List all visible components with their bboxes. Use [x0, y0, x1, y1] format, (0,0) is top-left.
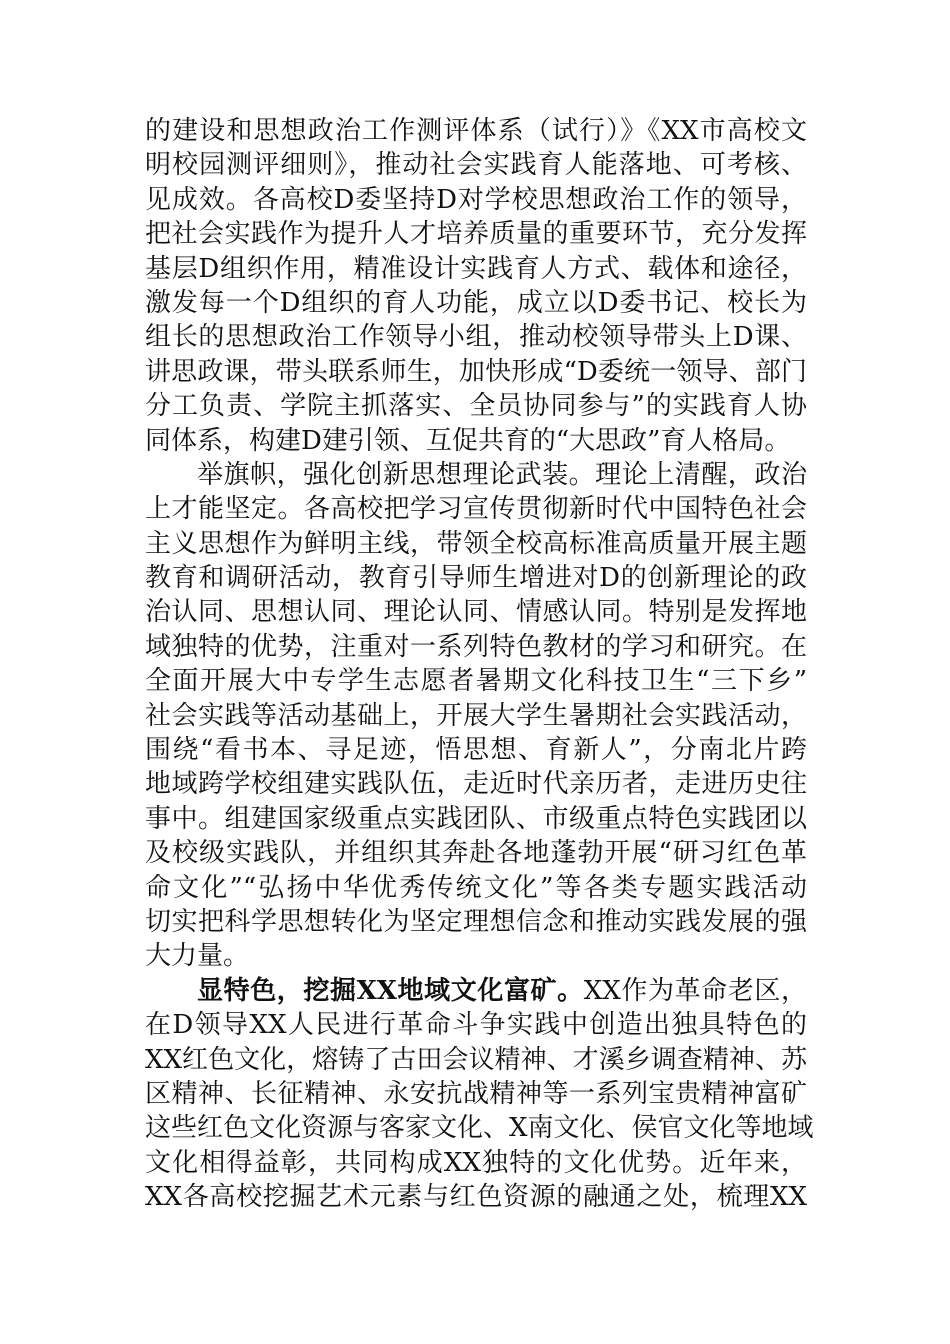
text-line: 见成效。各高校D委坚持D对学校思想政治工作的领导， — [145, 184, 807, 215]
paragraph-2 — [145, 458, 807, 974]
body-text — [145, 114, 814, 1215]
text-line: 及校级实践队，并组织其奔赴各地蓬勃开展“研习红色革 — [145, 838, 807, 869]
text-line: XX各高校挖掘艺术元素与红色资源的融通之处，梳理XX — [145, 1182, 807, 1213]
text-line: 讲思政课，带头联系师生，加快形成“D委统一领导、部门 — [145, 356, 807, 387]
text-line: 地域跨学校组建实践队伍，走近时代亲历者，走进历史往 — [145, 769, 807, 800]
text-line: 大力量。 — [145, 941, 250, 972]
text-line: 全面开展大中专学生志愿者暑期文化科技卫生“三下乡” — [145, 666, 807, 697]
text-line: 围绕“看书本、寻足迹，悟思想、育新人”，分南北片跨 — [145, 735, 807, 766]
text-line: 分工负责、学院主抓落实、全员协同参与”的实践育人协 — [145, 391, 807, 422]
text-line: 这些红色文化资源与客家文化、X南文化、侯官文化等地域 — [145, 1113, 814, 1144]
text-line: 明校园测评细则》，推动社会实践育人能落地、可考核、 — [145, 150, 807, 181]
text-line: 区精神、长征精神、永安抗战精神等一系列宝贵精神富矿 — [145, 1078, 807, 1109]
text-line: 基层D组织作用，精准设计实践育人方式、载体和途径， — [145, 253, 807, 284]
text-line: 组长的思想政治工作领导小组，推动校领导带头上D课、 — [145, 322, 807, 353]
text-line: 激发每一个D组织的育人功能，成立以D委书记、校长为 — [145, 287, 807, 318]
text-line — [145, 974, 807, 1008]
text-line: 举旗帜，强化创新思想理论武装。理论上清醒，政治 — [197, 459, 807, 490]
text-line: 事中。组建国家级重点实践团队、市级重点特色实践团以 — [145, 803, 807, 834]
text-line: 社会实践等活动基础上，开展大学生暑期社会实践活动， — [145, 700, 807, 731]
text-line: 同体系，构建D建引领、互促共育的“大思政”育人格局。 — [145, 425, 791, 456]
paragraph-3 — [145, 974, 814, 1215]
text-line: 主义思想作为鲜明主线，带领全校高标准高质量开展主题 — [145, 528, 807, 559]
text-line: 上才能坚定。各高校把学习宣传贯彻新时代中国特色社会 — [145, 494, 807, 525]
text-line: 教育和调研活动，教育引导师生增进对D的创新理论的政 — [145, 563, 807, 594]
text-line: 在D领导XX人民进行革命斗争实践中创造出独具特色的 — [145, 1010, 807, 1041]
text-line: 文化相得益彰，共同构成XX独特的文化优势。近年来， — [145, 1147, 807, 1178]
text-run: XX作为革命老区， — [583, 975, 807, 1006]
text-line: 把社会实践作为提升人才培养质量的重要环节，充分发挥 — [145, 219, 807, 250]
text-line: 切实把科学思想转化为坚定理想信念和推动实践发展的强 — [145, 906, 807, 937]
text-line: 治认同、思想认同、理论认同、情感认同。特别是发挥地 — [145, 597, 807, 628]
paragraph-1 — [145, 114, 807, 458]
paragraph-heading: 显特色，挖掘XX地域文化富矿。 — [197, 975, 584, 1006]
text-line: 的建设和思想政治工作测评体系（试行）》《XX市高校文 — [145, 116, 807, 146]
text-line: XX红色文化，熔铸了古田会议精神、才溪乡调查精神、苏 — [145, 1044, 807, 1075]
text-line: 域独特的优势，注重对一系列特色教材的学习和研究。在 — [145, 631, 807, 662]
text-line: 命文化”“弘扬中华优秀传统文化”等各类专题实践活动 — [145, 872, 807, 903]
